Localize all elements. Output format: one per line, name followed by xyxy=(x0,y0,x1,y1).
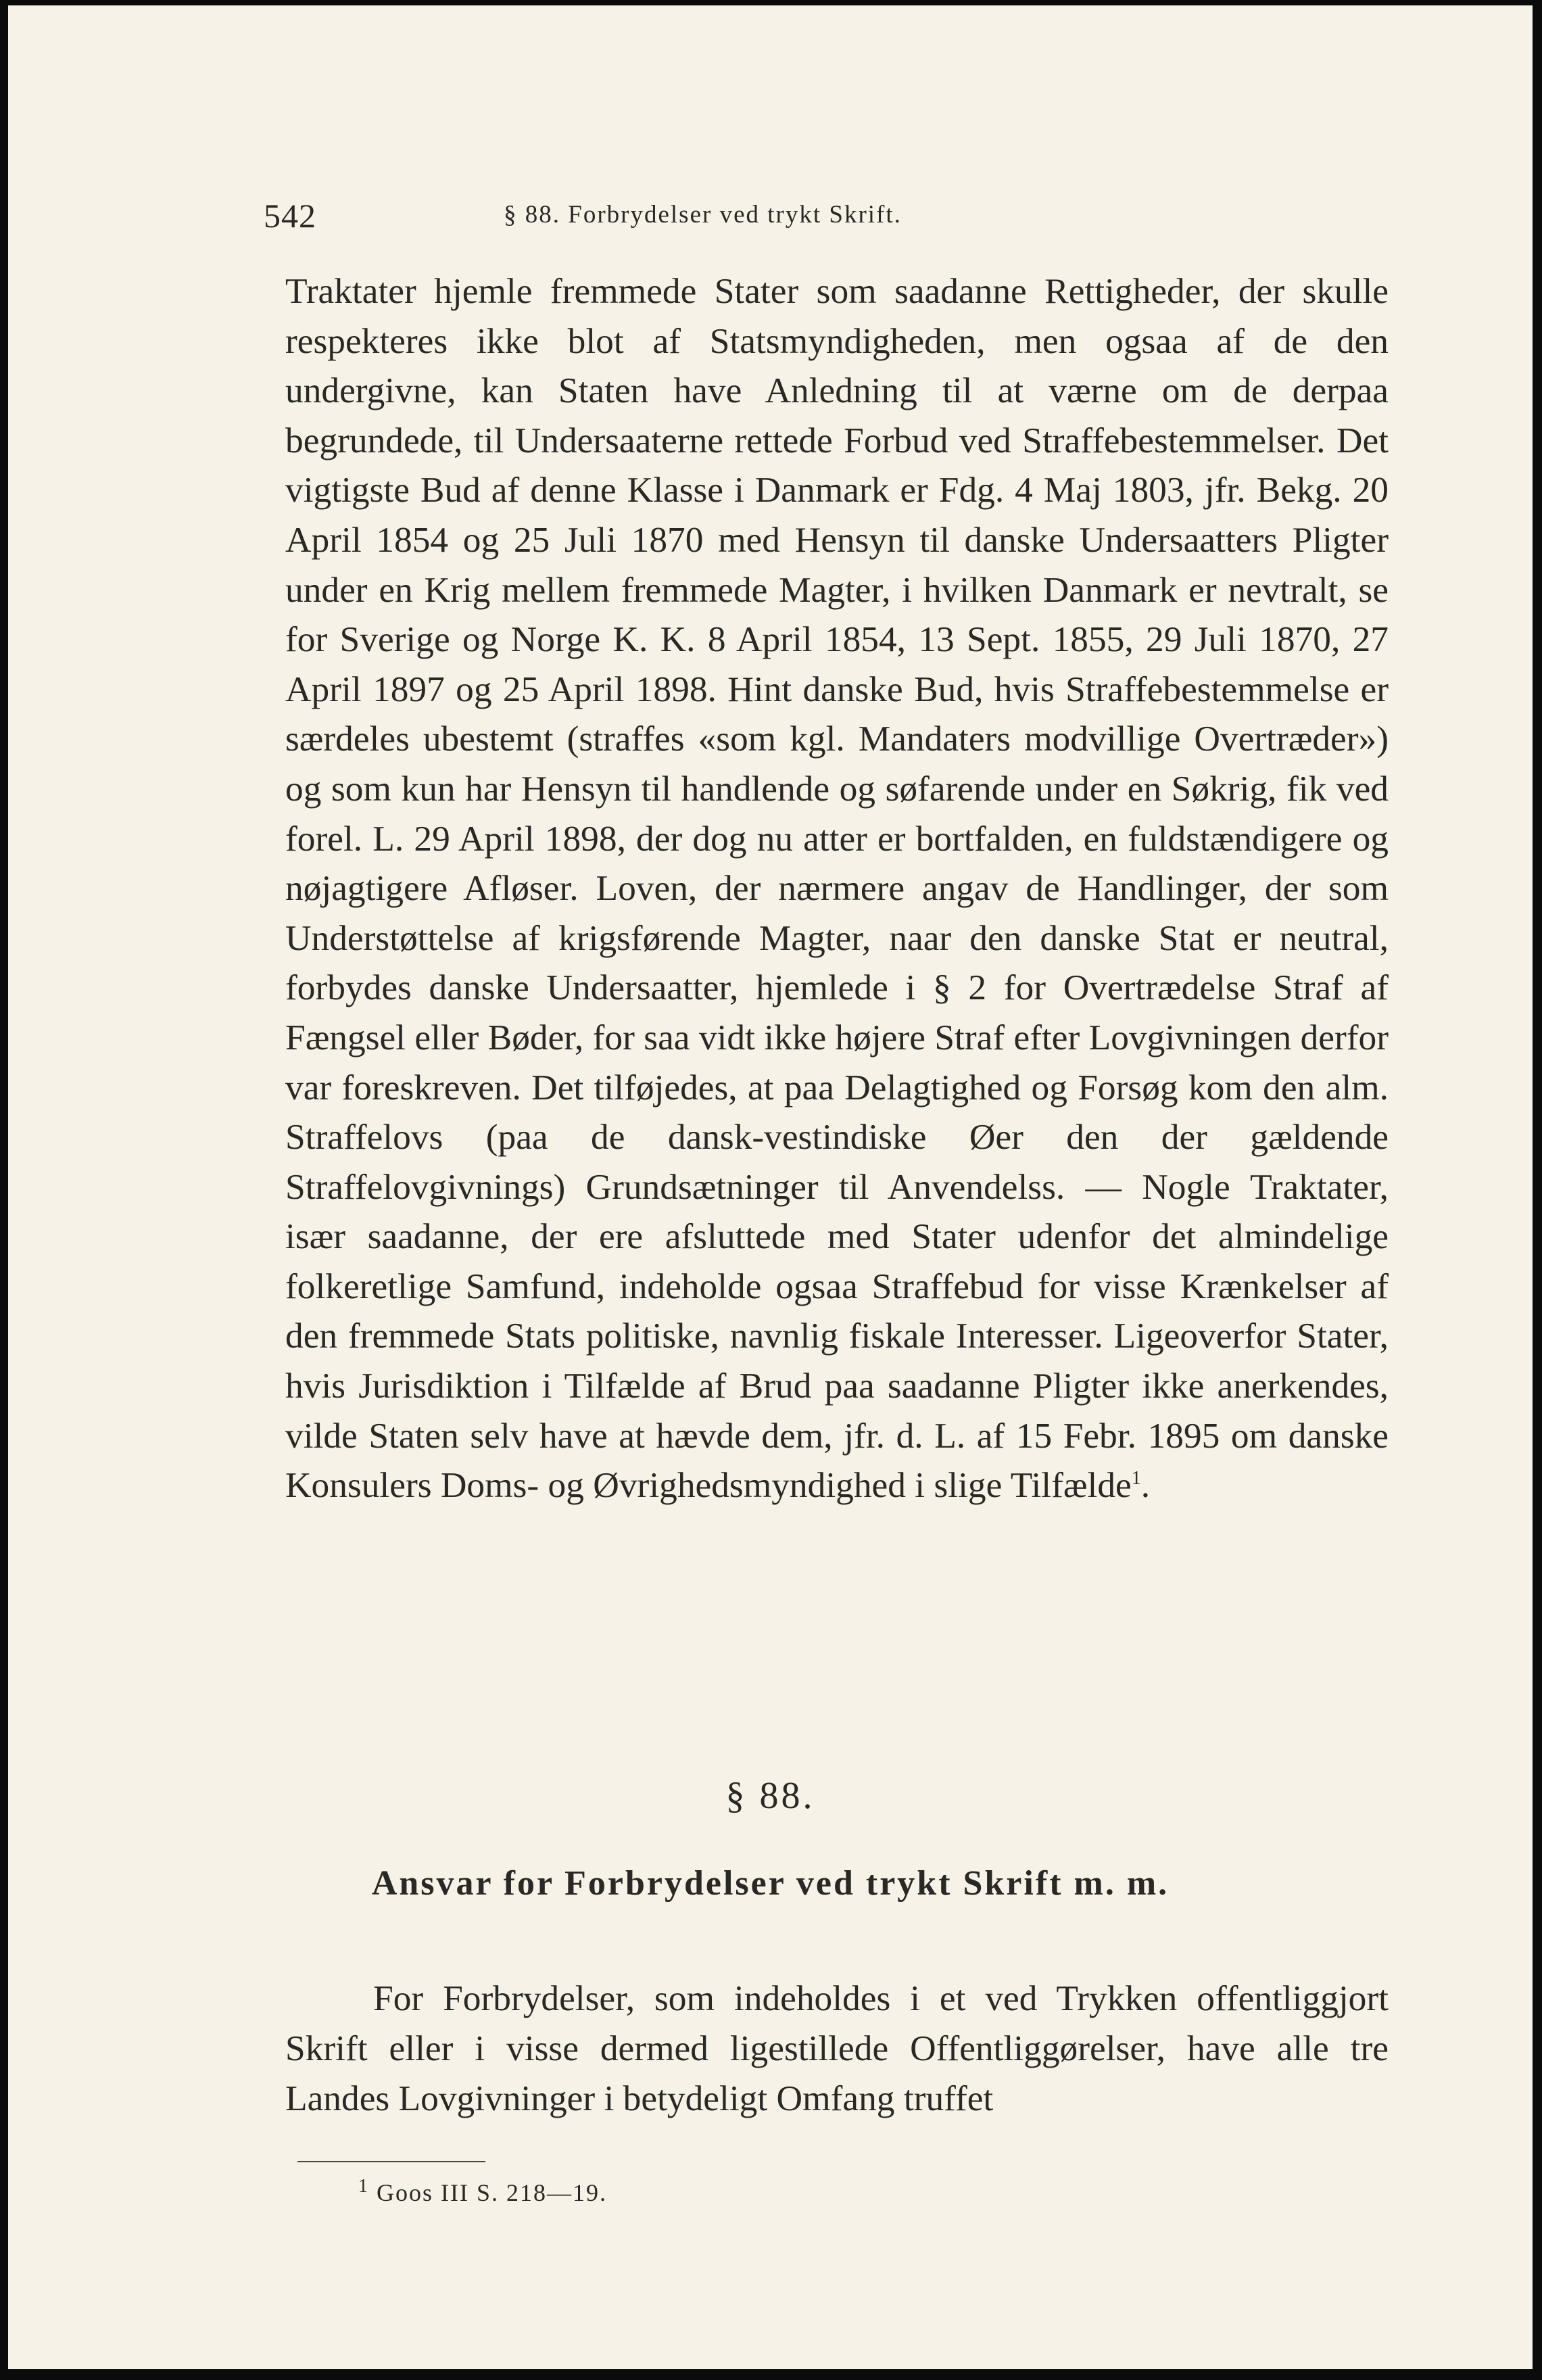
footnote-reference: 1 xyxy=(1131,1468,1141,1490)
paragraph-text xyxy=(285,266,1389,1510)
paragraph-body: Traktater hjemle fremmede Stater som saadanne Rettigheder, der skulle respekteres ikke blot af Statsmyndigheden, men ogsaa af de den undergivne, kan Staten have Anledning til at værne om de derpaa begrundede, til Undersaaterne rettede Forbud ved Straffebestemmelser. Det vigtigste Bud af denne Klasse i Danmark er Fdg. 4 Maj 1803, jfr. Bekg. 20 April 1854 og 25 Juli 1870 med Hensyn til danske Undersaatters Pligter under en Krig mellem fremmede Magter, i hvilken Danmark er nevtralt, se for Sverige og Norge K. K. 8 April 1854, 13 Sept. 1855, 29 Juli 1870, 27 April 1897 og 25 April 1898. Hint danske Bud, hvis Straffebestemmelse er særdeles ubestemt (straffes «som kgl. Mandaters modvillige Overtræder») og som kun har Hensyn til handlende og søfarende under en Søkrig, fik ved forel. L. 29 April 1898, der dog nu atter er bortfalden, en fuldstændigere og nøjagtigere Afløser. Loven, der nærmere angav de Handlinger, der som Understøttelse af krigsførende Magter, naar den danske Stat er neutral, forbydes danske Undersaatter, hjemlede i § 2 for Overtrædelse Straf af Fængsel eller Bøder, for saa vidt ikke højere Straf efter Lovgivningen derfor var foreskreven. Det tilføjedes, at paa Delagtighed og Forsøg kom den alm. Straffelovs (paa de dansk-vestindiske Øer den der gældende Straffelovgivnings) Grundsætninger til Anvendelss. — Nogle Traktater, især saadanne, der ere afsluttede med Stater udenfor det almindelige folkeretlige Samfund, indeholde ogsaa Straffebud for visse Krænkelser af den fremmede Stats politiske, navnlig fiskale Interesser. Ligeoverfor Stater, hvis Jurisdiktion i Tilfælde af Brud paa saadanne Pligter ikke anerkendes, vilde Staten selv have at hævde dem, jfr. d. L. af 15 Febr. 1895 om danske Konsulers Doms- og Øvrighedsmyndighed i slige Tilfælde xyxy=(285,270,1389,1506)
running-head: § 88. Forbrydelser ved trykt Skrift. xyxy=(504,201,902,229)
section-paragraph xyxy=(285,1973,1389,2123)
continued-paragraph xyxy=(285,266,1389,1510)
section-paragraph-text: For Forbrydelser, som indeholdes i et ved Trykken offentliggjort Skrift eller i visse dermed ligestillede Offentliggørelser, have alle tre Landes Lovgivninger i betydeligt Omfang truffet xyxy=(285,1978,1389,2118)
page-header xyxy=(8,196,1533,237)
footnote-text: Goos III S. 218—19. xyxy=(377,2179,607,2206)
page-number: 542 xyxy=(264,197,316,235)
footnote-divider xyxy=(297,2161,485,2162)
sentence-end: . xyxy=(1140,1465,1151,1506)
book-page xyxy=(8,5,1533,2369)
section-number: § 88. xyxy=(725,1775,815,1817)
section-title: Ansvar for Forbrydelser ved trykt Skrift m. m. xyxy=(371,1864,1170,1903)
footnote-marker: 1 xyxy=(358,2176,369,2197)
footnote xyxy=(358,2176,607,2207)
